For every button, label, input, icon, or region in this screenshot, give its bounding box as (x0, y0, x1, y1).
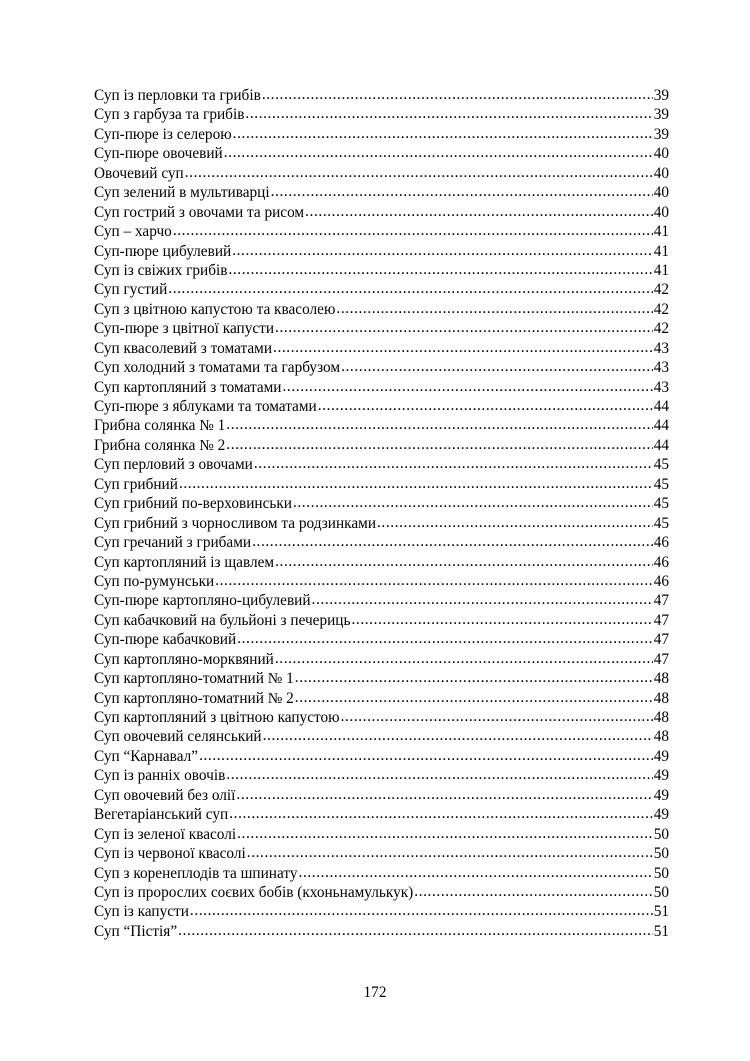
toc-dot-leader (254, 454, 653, 473)
toc-dot-leader (351, 610, 652, 629)
toc-entry-page: 41 (653, 261, 669, 279)
toc-entry (94, 902, 669, 921)
toc-entry (94, 883, 669, 902)
toc-entry (94, 416, 669, 435)
toc-dot-leader (318, 396, 653, 415)
toc-dot-leader (341, 357, 653, 376)
toc-entry-page: 45 (653, 495, 669, 513)
toc-entry-title: Суп-пюре картопляно-цибулевий (94, 592, 311, 610)
toc-entry (94, 805, 669, 824)
toc-entry-page: 49 (653, 786, 669, 804)
toc-entry (94, 727, 669, 746)
toc-entry (94, 572, 669, 591)
toc-entry-page: 40 (653, 164, 669, 182)
toc-dot-leader (215, 571, 653, 590)
toc-dot-leader (173, 221, 653, 240)
toc-entry-page: 43 (653, 339, 669, 357)
toc-entry (94, 650, 669, 669)
toc-entry-title: Суп густий (94, 281, 168, 299)
toc-entry-page: 40 (653, 203, 669, 221)
toc-dot-leader (237, 629, 653, 648)
toc-entry-page: 46 (653, 534, 669, 552)
toc-entry-page: 47 (653, 611, 669, 629)
toc-entry (94, 825, 669, 844)
toc-entry-page: 49 (653, 806, 669, 824)
toc-entry-page: 44 (653, 398, 669, 415)
toc-entry (94, 922, 669, 941)
toc-entry-title: Суп по-румунськи (94, 572, 215, 590)
toc-entry (94, 591, 669, 610)
toc-entry-title: Суп гострий з овочами та рисом (94, 203, 305, 221)
toc-entry-page: 46 (653, 572, 669, 590)
toc-entry-title: Суп перловий з овочами (94, 456, 253, 474)
toc-entry-page: 45 (653, 475, 669, 493)
toc-entry (94, 514, 669, 533)
page-number: 172 (363, 984, 387, 1001)
toc-entry-title: Грибна солянка № 2 (94, 436, 226, 454)
toc-entry-title: Суп із червоної квасолі (94, 845, 246, 863)
toc-entry-page: 48 (653, 670, 669, 688)
toc-entry (94, 475, 669, 494)
toc-dot-leader (232, 241, 653, 260)
toc-entry (94, 300, 669, 319)
toc-dot-leader (229, 804, 652, 823)
toc-entry (94, 222, 669, 241)
toc-entry (94, 553, 669, 572)
toc-dot-leader (252, 532, 653, 551)
toc-entry-page: 48 (653, 709, 669, 726)
toc-dot-leader (233, 124, 653, 143)
toc-dot-leader (236, 785, 652, 804)
toc-entry (94, 630, 669, 649)
toc-entry (94, 105, 669, 124)
toc-entry-page: 45 (653, 514, 669, 532)
toc-dot-leader (299, 863, 653, 882)
toc-entry-page: 48 (653, 689, 669, 707)
toc-entry-title: Суп грибний по-верховинськи (94, 495, 292, 513)
toc-entry-title: Суп-пюре з цвітної капусти (94, 320, 275, 338)
toc-entry-title: Суп-пюре цибулевий (94, 242, 232, 260)
toc-entry (94, 339, 669, 358)
toc-dot-leader (226, 765, 652, 784)
toc-dot-leader (168, 279, 652, 298)
toc-entry-title: Суп – харчо (94, 223, 172, 241)
toc-entry (94, 533, 669, 552)
toc-entry-title: Суп зелений в мультиварці (94, 184, 270, 202)
toc-dot-leader (247, 843, 653, 862)
toc-entry-title: Суп картопляний з цвітною капустою (94, 709, 340, 726)
toc-entry (94, 708, 669, 727)
toc-entry-title: Суп кабачковий на бульйоні з печериць (94, 611, 351, 629)
toc-entry-page: 44 (653, 436, 669, 454)
toc-entry-title: Суп з гарбуза та грибів (94, 106, 245, 124)
toc-entry (94, 242, 669, 261)
toc-entry-title: Суп-пюре із селерою (94, 125, 232, 143)
toc-dot-leader (190, 901, 653, 920)
toc-entry (94, 183, 669, 202)
toc-entry-title: Суп картопляно-морквяний (94, 650, 274, 668)
toc-entry-title: Суп картопляний із щавлем (94, 553, 275, 571)
toc-entry-title: Суп з цвітною капустою та квасолею (94, 300, 336, 318)
toc-entry (94, 261, 669, 280)
toc-entry-page: 39 (653, 87, 669, 104)
toc-entry-title: Суп картопляно-томатний № 2 (94, 689, 294, 707)
toc-entry-title: Суп холодний з томатами та гарбузом (94, 359, 341, 377)
toc-dot-leader (245, 104, 652, 123)
toc-entry (94, 164, 669, 183)
toc-dot-leader (275, 552, 653, 571)
toc-entry-page: 50 (653, 845, 669, 863)
toc-entry (94, 844, 669, 863)
toc-entry-page: 51 (653, 922, 669, 940)
toc-entry-title: Суп з коренеплодів та шпинату (94, 864, 298, 882)
toc-entry (94, 397, 669, 416)
toc-dot-leader (271, 182, 653, 201)
toc-dot-leader (305, 202, 653, 221)
toc-entry-title: Суп “Пістія” (94, 922, 178, 940)
toc-entry-title: Суп-пюре овочевий (94, 145, 223, 163)
toc-entry-title: Суп-пюре кабачковий (94, 631, 237, 649)
toc-entry (94, 436, 669, 455)
toc-entry (94, 203, 669, 222)
toc-entry-page: 50 (653, 864, 669, 882)
toc-dot-leader (228, 260, 652, 279)
toc-entry-title: Суп із пророслих соєвих бобів (кхоньнамулькук) (94, 883, 414, 901)
toc-dot-leader (178, 921, 653, 940)
toc-entry-title: Суп-пюре з яблуками та томатами (94, 398, 317, 415)
toc-entry-page: 47 (653, 592, 669, 610)
toc-entry (94, 864, 669, 883)
toc-entry (94, 689, 669, 708)
toc-entry-page: 45 (653, 456, 669, 474)
toc-entry (94, 766, 669, 785)
toc-entry-title: Вегетаріанський суп (94, 806, 229, 824)
toc-entry-page: 47 (653, 650, 669, 668)
toc-entry-title: Суп із капусти (94, 903, 189, 921)
toc-entry-title: Суп грибний з чорносливом та родзинками (94, 514, 376, 532)
toc-entry-page: 43 (653, 378, 669, 396)
toc-dot-leader (341, 707, 653, 726)
toc-entry-page: 42 (653, 281, 669, 299)
toc-entry-page: 40 (653, 145, 669, 163)
toc-entry-page: 41 (653, 242, 669, 260)
toc-dot-leader (262, 85, 653, 104)
toc-dot-leader (237, 824, 653, 843)
toc-dot-leader (263, 726, 653, 745)
toc-dot-leader (226, 415, 652, 434)
toc-entry-page: 49 (653, 747, 669, 765)
toc-entry-page: 49 (653, 767, 669, 785)
toc-dot-leader (185, 163, 653, 182)
toc-dot-leader (199, 746, 653, 765)
toc-entry-page: 50 (653, 825, 669, 843)
toc-entry-page: 43 (653, 359, 669, 377)
toc-dot-leader (295, 688, 653, 707)
toc-entry-title: Суп овочевий без олії (94, 786, 236, 804)
toc-entry-page: 39 (653, 125, 669, 143)
toc-dot-leader (295, 668, 653, 687)
toc-entry-page: 39 (653, 106, 669, 124)
toc-entry (94, 786, 669, 805)
toc-dot-leader (224, 143, 653, 162)
toc-entry (94, 86, 669, 105)
toc-entry-title: Суп “Карнавал” (94, 747, 199, 765)
table-of-contents (94, 86, 669, 941)
toc-entry-title: Суп картопляний з томатами (94, 378, 282, 396)
toc-dot-leader (377, 513, 653, 532)
toc-entry-page: 40 (653, 184, 669, 202)
toc-entry-page: 48 (653, 728, 669, 746)
toc-entry (94, 358, 669, 377)
toc-entry (94, 144, 669, 163)
toc-entry-title: Грибна солянка № 1 (94, 417, 226, 435)
toc-entry (94, 125, 669, 144)
toc-entry (94, 319, 669, 338)
toc-entry-page: 51 (653, 903, 669, 921)
toc-entry-page: 42 (653, 300, 669, 318)
toc-dot-leader (336, 299, 652, 318)
toc-entry (94, 455, 669, 474)
toc-dot-leader (275, 318, 653, 337)
toc-entry (94, 747, 669, 766)
toc-entry (94, 378, 669, 397)
toc-entry (94, 280, 669, 299)
toc-entry-title: Суп картопляно-томатний № 1 (94, 670, 294, 688)
toc-entry (94, 611, 669, 630)
toc-dot-leader (273, 338, 653, 357)
toc-entry-title: Суп із зеленої квасолі (94, 825, 237, 843)
toc-entry-page: 42 (653, 320, 669, 338)
toc-entry (94, 669, 669, 688)
toc-dot-leader (312, 590, 653, 609)
toc-entry-page: 41 (653, 223, 669, 241)
toc-entry-title: Суп із перловки та грибів (94, 87, 261, 104)
toc-entry-page: 47 (653, 631, 669, 649)
toc-dot-leader (293, 493, 653, 512)
toc-entry-title: Суп із ранніх овочів (94, 767, 226, 785)
toc-dot-leader (226, 435, 652, 454)
toc-entry-title: Суп гречаний з грибами (94, 534, 252, 552)
toc-entry-page: 44 (653, 417, 669, 435)
toc-entry-title: Суп овочевий селянський (94, 728, 262, 746)
toc-dot-leader (414, 882, 652, 901)
toc-entry-page: 50 (653, 883, 669, 901)
toc-entry-page: 46 (653, 553, 669, 571)
toc-entry (94, 494, 669, 513)
toc-entry-title: Суп грибний (94, 475, 178, 493)
toc-entry-title: Суп квасолевий з томатами (94, 339, 273, 357)
toc-dot-leader (283, 377, 653, 396)
toc-entry-title: Овочевий суп (94, 164, 184, 182)
toc-dot-leader (275, 649, 653, 668)
toc-dot-leader (179, 474, 653, 493)
toc-entry-title: Суп із свіжих грибів (94, 261, 228, 279)
